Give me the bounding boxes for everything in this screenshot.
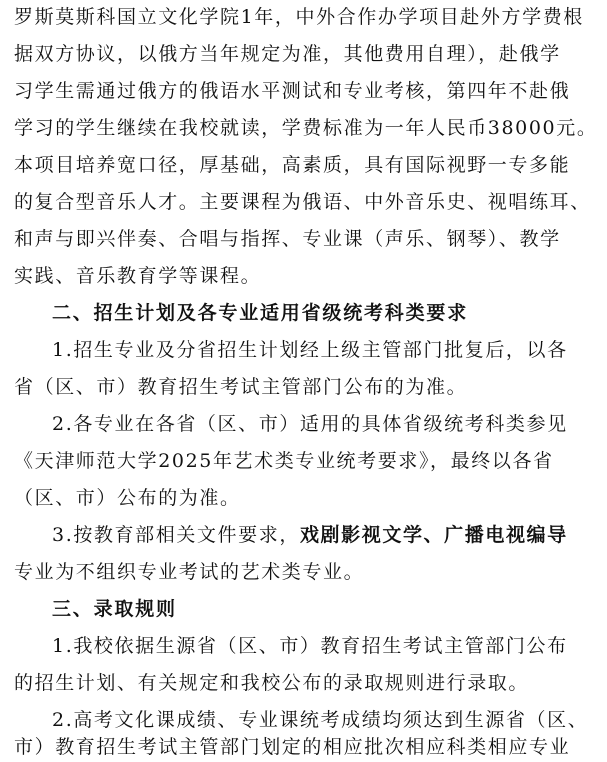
section-heading: 二、招生计划及各专业适用省级统考科类要求	[52, 302, 469, 324]
paragraph-line: （区、市）公布的为准。	[14, 487, 241, 509]
paragraph-line: 专业为不组织专业考试的艺术类专业。	[14, 561, 365, 583]
paragraph-line: 实践、音乐教育学等课程。	[14, 265, 262, 287]
paragraph-text: 3.按教育部相关文件要求，	[52, 524, 300, 546]
paragraph-line: 习学生需通过俄方的俄语水平测试和专业考核，第四年不赴俄	[14, 80, 571, 102]
paragraph-line: 和声与即兴伴奏、合唱与指挥、专业课（声乐、钢琴）、教学	[14, 228, 561, 250]
paragraph-line: 2.各专业在各省（区、市）适用的具体省级统考科类参见	[52, 413, 568, 435]
paragraph-line: 《天津师范大学2025年艺术类专业统考要求》，最终以各省	[14, 450, 554, 472]
paragraph-line: 的招生计划、有关规定和我校公布的录取规则进行录取。	[14, 672, 530, 694]
paragraph-line: 罗斯莫斯科国立文化学院1年，中外合作办学项目赴外方学费根	[14, 6, 584, 28]
paragraph-line: 市）教育招生考试主管部门划定的相应批次相应科类相应专业	[14, 736, 571, 758]
paragraph-line: 省（区、市）教育招生考试主管部门公布的为准。	[14, 376, 468, 398]
section-heading: 三、录取规则	[52, 598, 177, 620]
paragraph-line: 1.招生专业及分省招生计划经上级主管部门批复后，以各	[52, 339, 568, 361]
paragraph-line	[52, 520, 594, 550]
paragraph-line: 1.我校依据生源省（区、市）教育招生考试主管部门公布	[52, 635, 568, 657]
paragraph-line: 本项目培养宽口径，厚基础，高素质，具有国际视野一专多能	[14, 154, 571, 176]
paragraph-line: 学习的学生继续在我校就读，学费标准为一年人民币38000元。	[14, 117, 598, 139]
paragraph-line: 的复合型音乐人才。主要课程为俄语、中外音乐史、视唱练耳、	[14, 191, 591, 213]
paragraph-line: 2.高考文化课成绩、专业课统考成绩均须达到生源省（区、	[52, 709, 589, 731]
bold-major-names: 戏剧影视文学、广播电视编导	[299, 524, 568, 546]
paragraph-line: 据双方协议，以俄方当年规定为准，其他费用自理），赴俄学	[14, 43, 561, 65]
